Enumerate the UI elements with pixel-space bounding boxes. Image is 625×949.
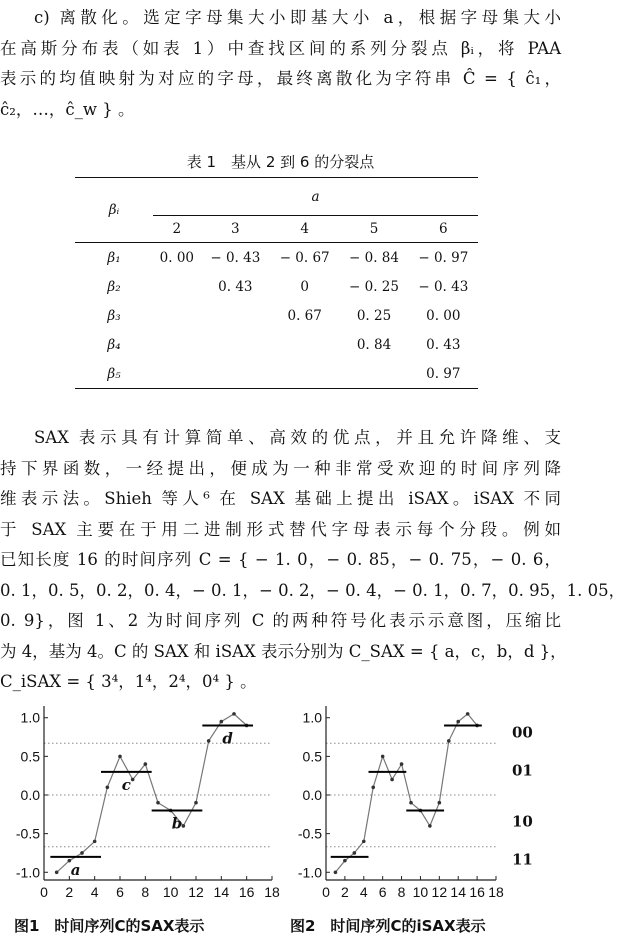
isax-code-label: 10	[512, 812, 533, 831]
data-point	[334, 870, 338, 874]
table-cell: 0. 67	[287, 308, 322, 324]
data-point	[400, 762, 404, 766]
table-cell: − 0. 43	[210, 249, 261, 266]
data-point	[232, 712, 236, 716]
data-point	[353, 851, 357, 855]
intro-line-2: 在高斯分布表（如表 1）中查找区间的系列分裂点 βᵢ，将 PAA	[0, 38, 561, 58]
data-point	[144, 762, 148, 766]
data-point	[55, 870, 59, 874]
y-tick-label: 1.0	[20, 709, 40, 726]
data-point	[456, 720, 460, 724]
intro-line-1: c) 离散化。选定字母集大小即基大小 a，根据字母集大小	[34, 8, 561, 27]
data-point	[362, 840, 366, 844]
data-point	[447, 739, 451, 743]
table-cell: 0. 43	[218, 279, 253, 295]
table-row	[75, 243, 478, 273]
body-line-4: 于 SAX 主要在于用二进制形式替代字母表示每个分段。例如	[0, 519, 561, 539]
table-cell	[153, 360, 201, 389]
data-point	[390, 778, 394, 782]
row-label: β₁	[107, 249, 121, 266]
table-cell: − 0. 97	[418, 249, 469, 266]
x-tick-label: 8	[141, 884, 150, 900]
data-point	[343, 859, 347, 863]
sax-letter: d	[222, 729, 233, 748]
table-row	[75, 360, 478, 389]
body-paragraph	[0, 423, 625, 698]
y-tick-label: 0.5	[20, 748, 40, 765]
isax-code-label: 00	[512, 723, 533, 742]
table-cell: 0. 43	[426, 337, 461, 353]
y-tick-label: -0.5	[15, 825, 40, 842]
data-point	[156, 801, 160, 805]
x-tick-label: 10	[412, 884, 429, 900]
body-line-3: 维表示法。Shieh 等人⁶ 在 SAX 基础上提出 iSAX。iSAX 不同	[0, 489, 561, 508]
row-label: β₄	[107, 337, 121, 353]
sax-letter: c	[121, 775, 131, 794]
y-tick-label: -0.5	[297, 825, 322, 842]
intro-line-4: ĉ₂，…，ĉ_w } 。	[0, 99, 135, 119]
body-line-1: SAX 表示具有计算简单、高效的优点，并且允许降维、支	[34, 428, 561, 447]
row-label: β₃	[107, 308, 121, 324]
table-cell: 0. 00	[426, 308, 461, 324]
y-tick-label: 0.0	[20, 787, 40, 803]
body-line-6: 0. 1，0. 5，0. 2，0. 4，− 0. 1，− 0. 2，− 0. 4，− 0. 1，0. 7，0. 95，1. 05，	[0, 580, 625, 600]
table-col-header: 2	[153, 216, 201, 243]
body-line-2: 持下界函数，一经提出，便成为一种非常受欢迎的时间序列降	[0, 458, 561, 478]
y-tick-label: -1.0	[15, 864, 40, 881]
table-col-header: 4	[270, 216, 339, 243]
table-caption: 表 1 基从 2 到 6 的分裂点	[186, 153, 375, 171]
table-col-group: a	[153, 178, 478, 216]
x-tick-label: 12	[431, 884, 448, 900]
table-row	[75, 331, 478, 360]
data-point	[438, 801, 442, 805]
intro-paragraph	[0, 3, 561, 125]
table-cell	[153, 273, 201, 302]
y-tick-label: 0.5	[302, 748, 322, 765]
x-tick-label: 8	[397, 884, 406, 900]
table-cell	[201, 360, 270, 389]
x-tick-label: 18	[264, 884, 280, 900]
table-cell	[339, 360, 408, 389]
x-tick-label: 14	[450, 884, 467, 900]
data-point	[466, 712, 470, 716]
isax-code-label: 01	[512, 761, 533, 780]
body-line-5: 已知长度 16 的时间序列 C = { − 1. 0，− 0. 85，− 0. 75，− 0. 6，	[0, 550, 561, 569]
data-point	[207, 739, 211, 743]
table-cell: 0. 97	[409, 360, 478, 389]
data-point	[381, 755, 385, 759]
table-cell	[270, 331, 339, 360]
table-cell	[201, 331, 270, 360]
body-line-9: C_iSAX = { 3⁴，1⁴，2⁴，0⁴ } 。	[0, 672, 257, 691]
table-row-header: βᵢ	[75, 178, 153, 243]
table-cell	[153, 331, 201, 360]
data-point	[428, 824, 432, 828]
data-point	[131, 778, 135, 782]
table-cell: − 0. 67	[279, 249, 330, 266]
y-tick-label: -1.0	[297, 864, 322, 881]
x-tick-label: 14	[213, 884, 230, 900]
body-line-7: 0. 9}，图 1、2 为时间序列 C 的两种符号化表示示意图，压缩比	[0, 611, 561, 630]
x-tick-label: 6	[378, 884, 387, 900]
table-cell	[153, 302, 201, 331]
sax-letter: b	[171, 814, 183, 833]
x-tick-label: 2	[65, 884, 74, 900]
table-col-header: 3	[201, 216, 270, 243]
isax-chart	[282, 700, 561, 912]
table-cell: 0. 25	[356, 308, 392, 324]
table-row	[75, 302, 478, 331]
row-label: β₂	[107, 279, 121, 295]
x-tick-label: 12	[188, 884, 204, 900]
series-line	[57, 714, 247, 872]
x-tick-label: 2	[340, 884, 349, 900]
figure-2-caption: 图2 时间序列C的iSAX表示	[290, 917, 486, 935]
data-point	[371, 785, 375, 789]
x-tick-label: 18	[488, 884, 504, 900]
data-point	[93, 840, 97, 844]
x-tick-label: 10	[162, 884, 179, 900]
table-col-header: 6	[409, 216, 478, 243]
series-line	[335, 714, 477, 872]
table-cell: 0. 84	[356, 337, 392, 353]
row-label: β₅	[75, 360, 153, 389]
table-cell	[201, 302, 270, 331]
table-cell	[270, 360, 339, 389]
data-point	[118, 755, 122, 759]
table-cell: 0. 00	[159, 249, 195, 266]
x-tick-label: 16	[238, 884, 255, 900]
sax-chart	[0, 700, 280, 912]
table-cell: − 0. 84	[349, 249, 399, 266]
x-tick-label: 16	[469, 884, 485, 900]
y-tick-label: 0.0	[302, 787, 322, 803]
x-tick-label: 0	[322, 884, 330, 900]
data-point	[194, 801, 198, 805]
breakpoint-table	[75, 177, 478, 389]
table-row	[75, 273, 478, 302]
data-point	[409, 801, 413, 805]
x-tick-label: 0	[40, 884, 48, 900]
y-tick-label: 1.0	[302, 709, 322, 726]
x-tick-label: 6	[116, 884, 124, 900]
body-line-8: 为 4，基为 4。C 的 SAX 和 iSAX 表示分别为 C_SAX = { a，c，b，d }，	[0, 641, 567, 661]
data-point	[220, 720, 224, 724]
table-cell: − 0. 25	[349, 279, 399, 295]
table-cell: − 0. 43	[418, 279, 469, 295]
isax-code-label: 11	[512, 850, 533, 869]
intro-line-3: 表示的均值映射为对应的字母，最终离散化为字符串 Ĉ = { ĉ₁，	[0, 69, 561, 88]
sax-letter: a	[70, 860, 81, 879]
x-tick-label: 4	[90, 884, 99, 900]
x-tick-label: 4	[359, 884, 368, 900]
table-cell: 0	[300, 279, 309, 295]
data-point	[106, 785, 110, 789]
data-point	[80, 851, 84, 855]
table-col-header: 5	[339, 216, 408, 243]
figure-1-caption: 图1 时间序列C的SAX表示	[14, 917, 205, 935]
